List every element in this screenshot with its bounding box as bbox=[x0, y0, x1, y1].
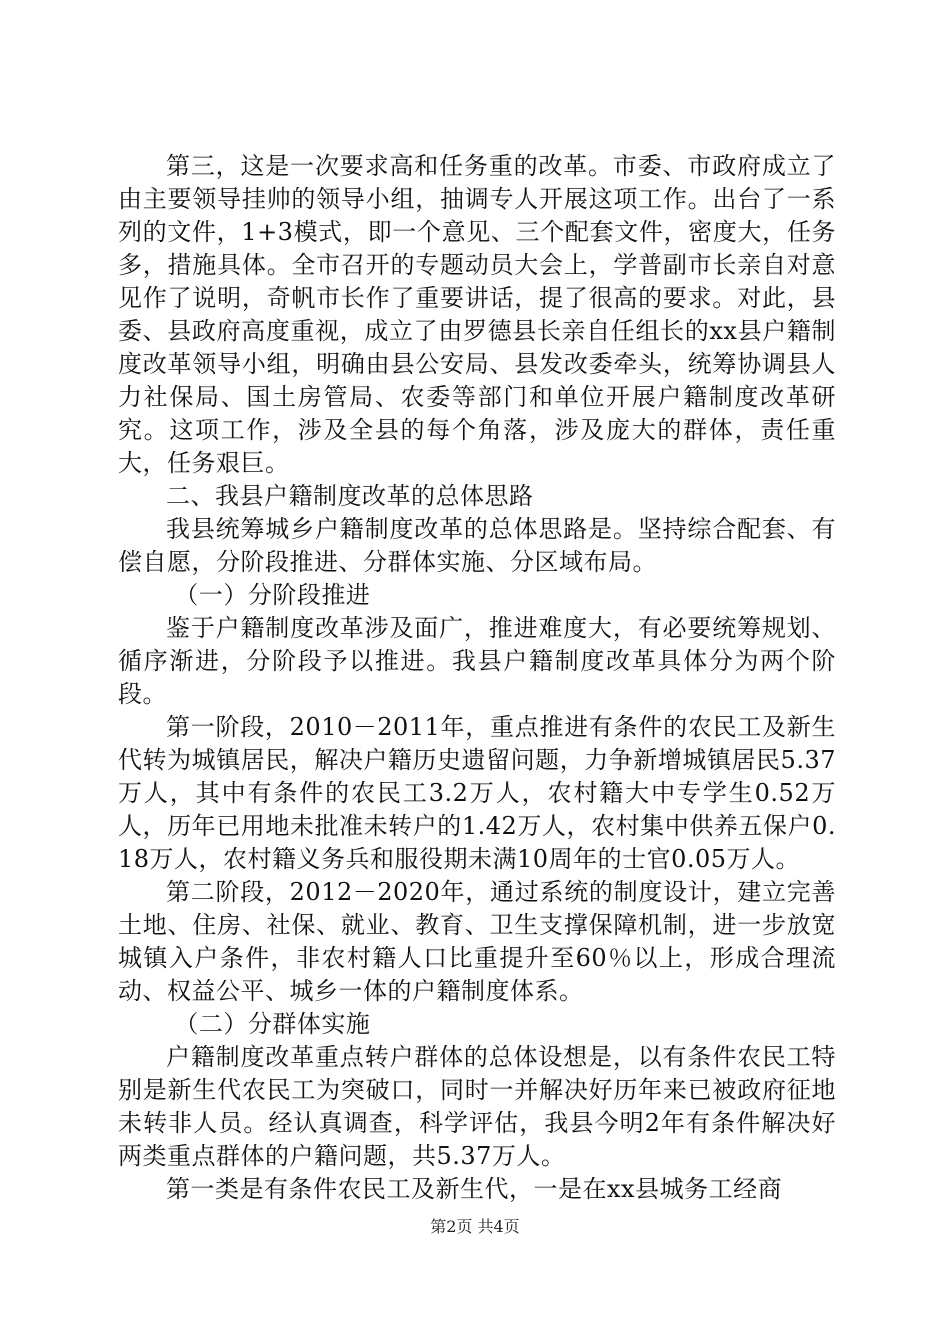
section-heading-overall-approach: 二、我县户籍制度改革的总体思路 bbox=[166, 482, 534, 510]
paragraph-phase-two: 第二阶段，2012－2020年，通过系统的制度设计，建立完善土地、住房、社保、就业、教育、卫生支撑保障机制，进一步放宽城镇入户条件，非农村籍人口比重提升至60％以上，形成合理流动、权益公平、城乡一体的户籍制度体系。 bbox=[118, 878, 836, 1005]
subheading-group-implementation: （二）分群体实施 bbox=[174, 1010, 371, 1038]
paragraph-overall-approach: 我县统筹城乡户籍制度改革的总体思路是。坚持综合配套、有偿自愿，分阶段推进、分群体实施、分区域布局。 bbox=[118, 515, 836, 576]
page-number-footer: 第2页 共4页 bbox=[430, 1217, 520, 1236]
paragraph-group-plan: 户籍制度改革重点转户群体的总体设想是，以有条件农民工特别是新生代农民工为突破口，同时一并解决好历年来已被政府征地未转非人员。经认真调查，科学评估，我县今明2年有条件解决好两类重点群体的户籍问题，共5.37万人。 bbox=[118, 1043, 836, 1170]
paragraph-first-category: 第一类是有条件农民工及新生代，一是在xx县城务工经商 bbox=[166, 1175, 783, 1203]
paragraph-third-point: 第三，这是一次要求高和任务重的改革。市委、市政府成立了由主要领导挂帅的领导小组，抽调专人开展这项工作。出台了一系列的文件，1+3模式，即一个意见、三个配套文件，密度大，任务多，措施具体。全市召开的专题动员大会上，学普副市长亲自对意见作了说明，奇帆市长作了重要讲话，提了很高的要求。对此，县委、县政府高度重视，成立了由罗德县长亲自任组长的xx县户籍制度改革领导小组，明确由县公安局、县发改委牵头，统筹协调县人力社保局、国土房管局、农委等部门和单位开展户籍制度改革研究。这项工作，涉及全县的每个角落，涉及庞大的群体，责任重大，任务艰巨。 bbox=[118, 152, 836, 477]
document-body bbox=[118, 150, 836, 1206]
paragraph-phase-one: 第一阶段，2010－2011年，重点推进有条件的农民工及新生代转为城镇居民，解决户籍历史遗留问题，力争新增城镇居民5.37万人，其中有条件的农民工3.2万人，农村籍大中专学生0.52万人，历年已用地未批准未转户的1.42万人，农村集中供养五保户0.18万人，农村籍义务兵和服役期未满10周年的士官0.05万人。 bbox=[118, 713, 836, 873]
subheading-phased-progress: （一）分阶段推进 bbox=[174, 581, 371, 609]
paragraph-phased-intro: 鉴于户籍制度改革涉及面广，推进难度大，有必要统筹规划、循序渐进，分阶段予以推进。我县户籍制度改革具体分为两个阶段。 bbox=[118, 614, 836, 708]
